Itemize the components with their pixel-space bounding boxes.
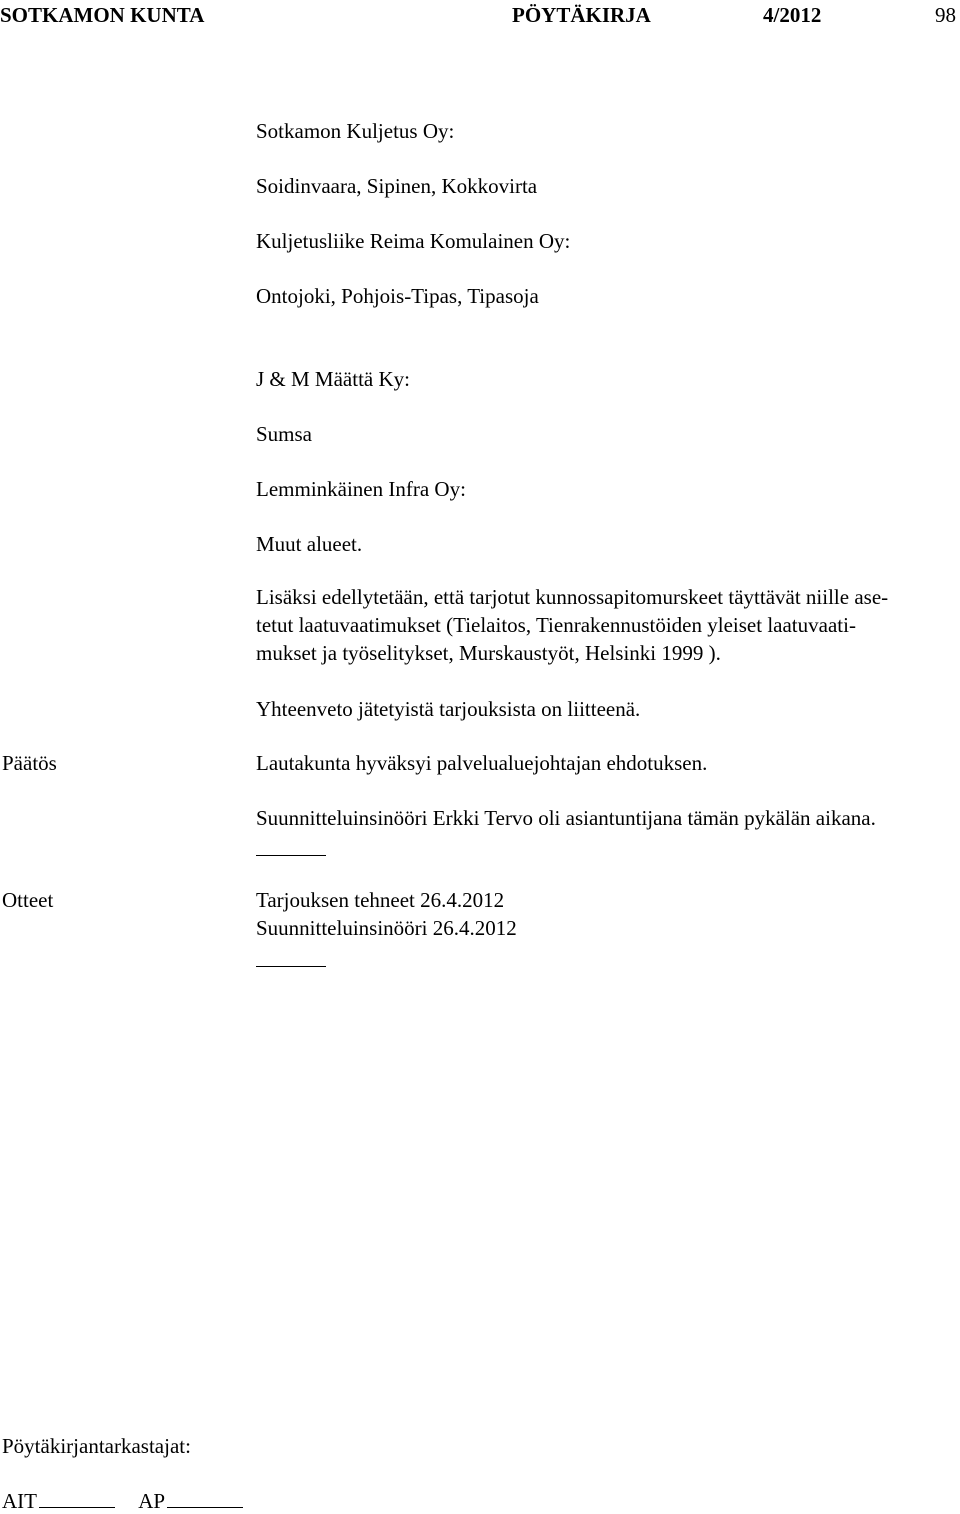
signature-blank xyxy=(167,1506,243,1508)
header-document-type: PÖYTÄKIRJA xyxy=(512,3,651,27)
signature-blank xyxy=(39,1506,115,1508)
decision-label: Päätös xyxy=(2,751,57,775)
content-line: Lemminkäinen Infra Oy: xyxy=(256,477,466,501)
header-organization: SOTKAMON KUNTA xyxy=(0,3,205,27)
footer-label: Pöytäkirjantarkastajat: xyxy=(2,1434,191,1458)
decision-note: Suunnitteluinsinööri Erkki Tervo oli asiantuntijana tämän pykälän aikana. xyxy=(256,806,876,830)
paragraph-line: Lisäksi edellytetään, että tarjotut kunnossapitomurskeet täyttävät niille ase- xyxy=(256,585,889,609)
paragraph-line: tetut laatuvaatimukset (Tielaitos, Tienrakennustöiden yleiset laatuvaati- xyxy=(256,613,856,637)
header-page-number: 98 xyxy=(935,3,956,27)
extracts-line: Suunnitteluinsinööri 26.4.2012 xyxy=(256,916,517,940)
content-line: Soidinvaara, Sipinen, Kokkovirta xyxy=(256,174,538,198)
signer-ap: AP xyxy=(138,1489,166,1513)
content-line: Sumsa xyxy=(256,422,313,446)
content-line: Ontojoki, Pohjois-Tipas, Tipasoja xyxy=(256,284,539,308)
extracts-line: Tarjouksen tehneet 26.4.2012 xyxy=(256,888,505,912)
extracts-label: Otteet xyxy=(2,888,54,912)
header-number: 4/2012 xyxy=(763,3,822,27)
signer-ait: AIT xyxy=(2,1489,37,1513)
content-line: Sotkamon Kuljetus Oy: xyxy=(256,119,455,143)
summary-text: Yhteenveto jätetyistä tarjouksista on liitteenä. xyxy=(256,697,641,721)
content-line: J & M Määttä Ky: xyxy=(256,367,410,391)
paragraph-line: mukset ja työselitykset, Murskaustyöt, Helsinki 1999 ). xyxy=(256,641,721,665)
requirements-paragraph xyxy=(256,583,956,667)
separator-line xyxy=(256,966,326,967)
content-line: Muut alueet. xyxy=(256,532,363,556)
content-line: Kuljetusliike Reima Komulainen Oy: xyxy=(256,229,571,253)
separator-line xyxy=(256,855,326,856)
decision-text: Lautakunta hyväksyi palvelualuejohtajan ehdotuksen. xyxy=(256,751,708,775)
footer-signers xyxy=(2,1491,243,1512)
